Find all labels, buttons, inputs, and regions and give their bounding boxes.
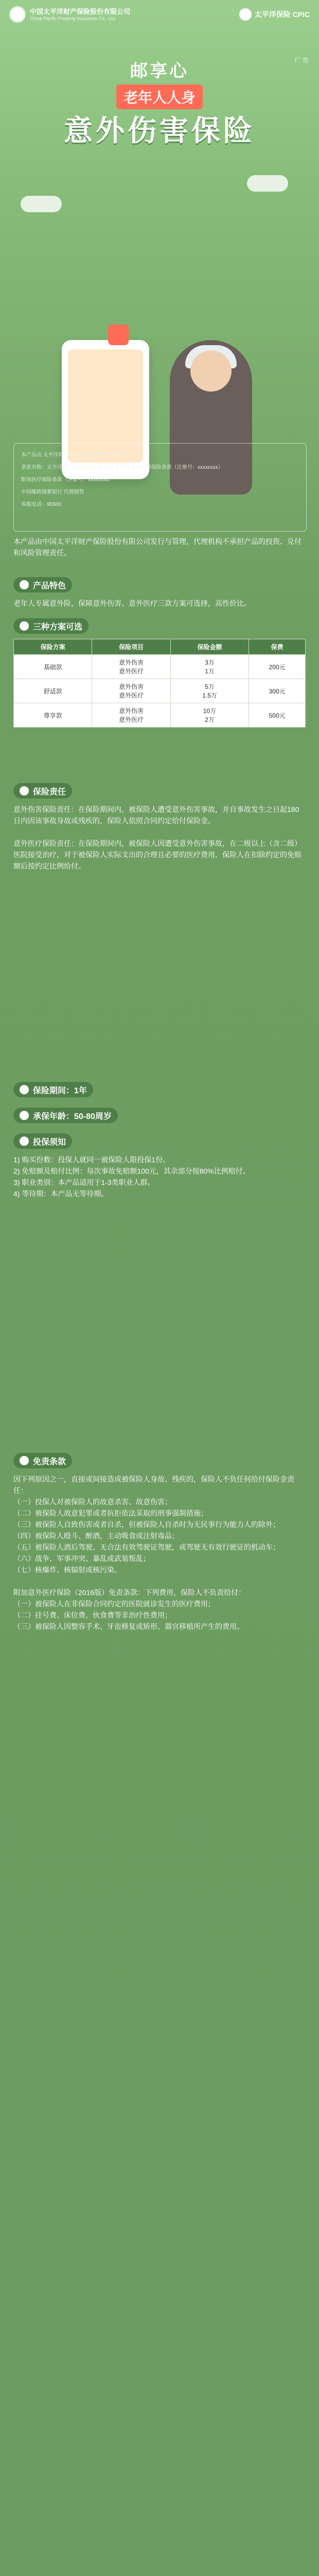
- brand-left: [9, 6, 130, 23]
- brand-left-text: [30, 8, 130, 21]
- table-cell: 意外伤害 意外医疗: [92, 655, 170, 679]
- section-label-plans: [13, 618, 88, 634]
- section-title: 承保年龄：50-80周岁: [33, 1112, 112, 1121]
- brand-right-text: 太平洋保险 CPIC: [254, 10, 310, 19]
- section-title: 三种方案可选: [33, 622, 83, 632]
- table-header: 保费: [249, 639, 306, 655]
- section-title: 免责条款: [33, 1457, 66, 1466]
- section-title: 投保须知: [33, 1138, 66, 1147]
- table-cell: 200元: [249, 655, 306, 679]
- table-cell: 尊享款: [14, 703, 92, 727]
- section-title: 保险期间：1年: [33, 1086, 87, 1095]
- hero-line3: 意外伤害保险: [64, 114, 255, 147]
- top-bar: [0, 0, 319, 29]
- section-title: 保险责任: [33, 787, 66, 796]
- hero-line1: 邮享心: [130, 61, 189, 81]
- table-cell: 10万 2万: [170, 703, 249, 727]
- section-icon: [20, 1456, 29, 1465]
- brand-right: [239, 8, 310, 21]
- table-cell: 舒适款: [14, 679, 92, 703]
- cloud-icon: [21, 196, 62, 212]
- plans-table: [13, 639, 306, 727]
- section-icon: [20, 1137, 29, 1146]
- info-item: 中国邮政储蓄银行 代理销售: [21, 489, 84, 495]
- table-header: 保险金额: [170, 639, 249, 655]
- section-label-age: [13, 1108, 118, 1123]
- section-label-product-features: [13, 577, 72, 592]
- table-cell: 基础款: [14, 655, 92, 679]
- section-icon: [20, 580, 29, 589]
- table-row: [14, 655, 306, 679]
- product-features-text: 老年人专属意外险，保障意外伤害、意外医疗三款方案可选择，高性价比。: [13, 599, 251, 607]
- info-item: 条款名称：太平洋财产保险股份有限公司 老年人意外伤害保险条款（注册号：xxxxxxxx）: [21, 465, 223, 470]
- exclusions-text: 因下列原因之一，直接或间接造成被保险人身故、残疾的，保险人不负任何给付保险金责任： （一）投保人对被保险人的故意杀害、故意伤害； （二）被保险人故意犯罪或者抗拒依法采取的刑事强制措施； （三）被保险人自致伤害或者自杀，但被保险人自杀时为无民事行为能力人的除外； （四）被保险人殴斗、醉酒，主动吸食或注射毒品； （五）被保险人酒后驾驶、无合法有效驾驶证驾驶，或驾驶无有效行驶证的机动车； （六）战争、军事冲突、暴乱或武装叛乱； （七）核爆炸、核辐射或核污染。 附加意外医疗保险（2016版）免责条款：下列费用，保险人不负责给付： （一）被保险人在非保险合同约定的医院就诊发生的医疗费用； （二）挂号费、床位费、伙食费等非治疗性费用； （三）被保险人因整容手术、牙齿修复或矫形、器官移植所产生的费用。: [13, 1475, 294, 1631]
- gift-icon: [108, 325, 129, 345]
- table-cell: 3万 1万: [170, 655, 249, 679]
- brand-left-cn: 中国太平洋财产保险股份有限公司: [30, 8, 131, 15]
- table-header: 保险项目: [92, 639, 170, 655]
- info-box: [13, 443, 307, 532]
- table-row: [14, 679, 306, 703]
- notice-text: 1) 购买份数：投保人就同一被保险人限投保1份。 2) 免赔额及赔付比例：每次事故免赔额100元，其余部分按80%比例赔付。 3) 职业类别：本产品适用于1-3类职业人群。 4) 等待期：本产品无等待期。: [13, 1156, 250, 1198]
- table-header: 保险方案: [14, 639, 92, 655]
- info-item: 客服电话：95500: [21, 502, 61, 507]
- table-cell: 意外伤害 意外医疗: [92, 703, 170, 727]
- info-item: 本产品由 太平洋财产保险股份有限公司 承保: [21, 452, 122, 458]
- section-title: 产品特色: [33, 581, 66, 590]
- intro-text: 本产品由中国太平洋财产保险股份有限公司发行与管理，代理机构不承担产品的投资、兑付和风险管理责任。: [13, 537, 302, 557]
- table-cell: 意外伤害 意外医疗: [92, 679, 170, 703]
- brand-left-logo-icon: [9, 6, 26, 23]
- info-item: 附加医疗保险条款（注册号：xxxxxxxx）: [21, 477, 114, 483]
- section-label-coverage: [13, 783, 72, 799]
- hero-line2-pill: 老年人人身: [116, 84, 203, 109]
- hero-illustration: [0, 155, 319, 376]
- section-icon: [20, 786, 29, 795]
- table-row: [14, 703, 306, 727]
- face: [190, 350, 232, 392]
- section-label-exclusions: [13, 1453, 72, 1468]
- section-icon: [20, 621, 29, 631]
- cloud-icon: [247, 175, 288, 192]
- ad-tag: 广 告: [294, 57, 309, 64]
- brand-left-en: China Pacific Property Insurance Co., Ltd.: [30, 16, 116, 21]
- brand-right-logo-icon: [239, 8, 252, 21]
- section-label-period: [13, 1082, 93, 1097]
- coverage-text: 意外伤害保险责任：在保险期间内，被保险人遭受意外伤害事故，并自事故发生之日起180日内因该事故身故或残疾的，保险人依照合同约定给付保险金。 意外医疗保险责任：在保险期间内，被保险人因遭受意外伤害事故，在二级以上（含二级）医院接受治疗，对于被保险人实际支出的合理且必要的医疗费用，保险人在扣除约定的免赔额后按约定比例给付。: [13, 805, 302, 870]
- section-icon: [20, 1111, 29, 1120]
- section-icon: [20, 1085, 29, 1094]
- table-cell: 300元: [249, 679, 306, 703]
- table-cell: 500元: [249, 703, 306, 727]
- section-label-notice: [13, 1133, 72, 1149]
- table-cell: 5万 1.5万: [170, 679, 249, 703]
- hero-line2: [0, 84, 319, 109]
